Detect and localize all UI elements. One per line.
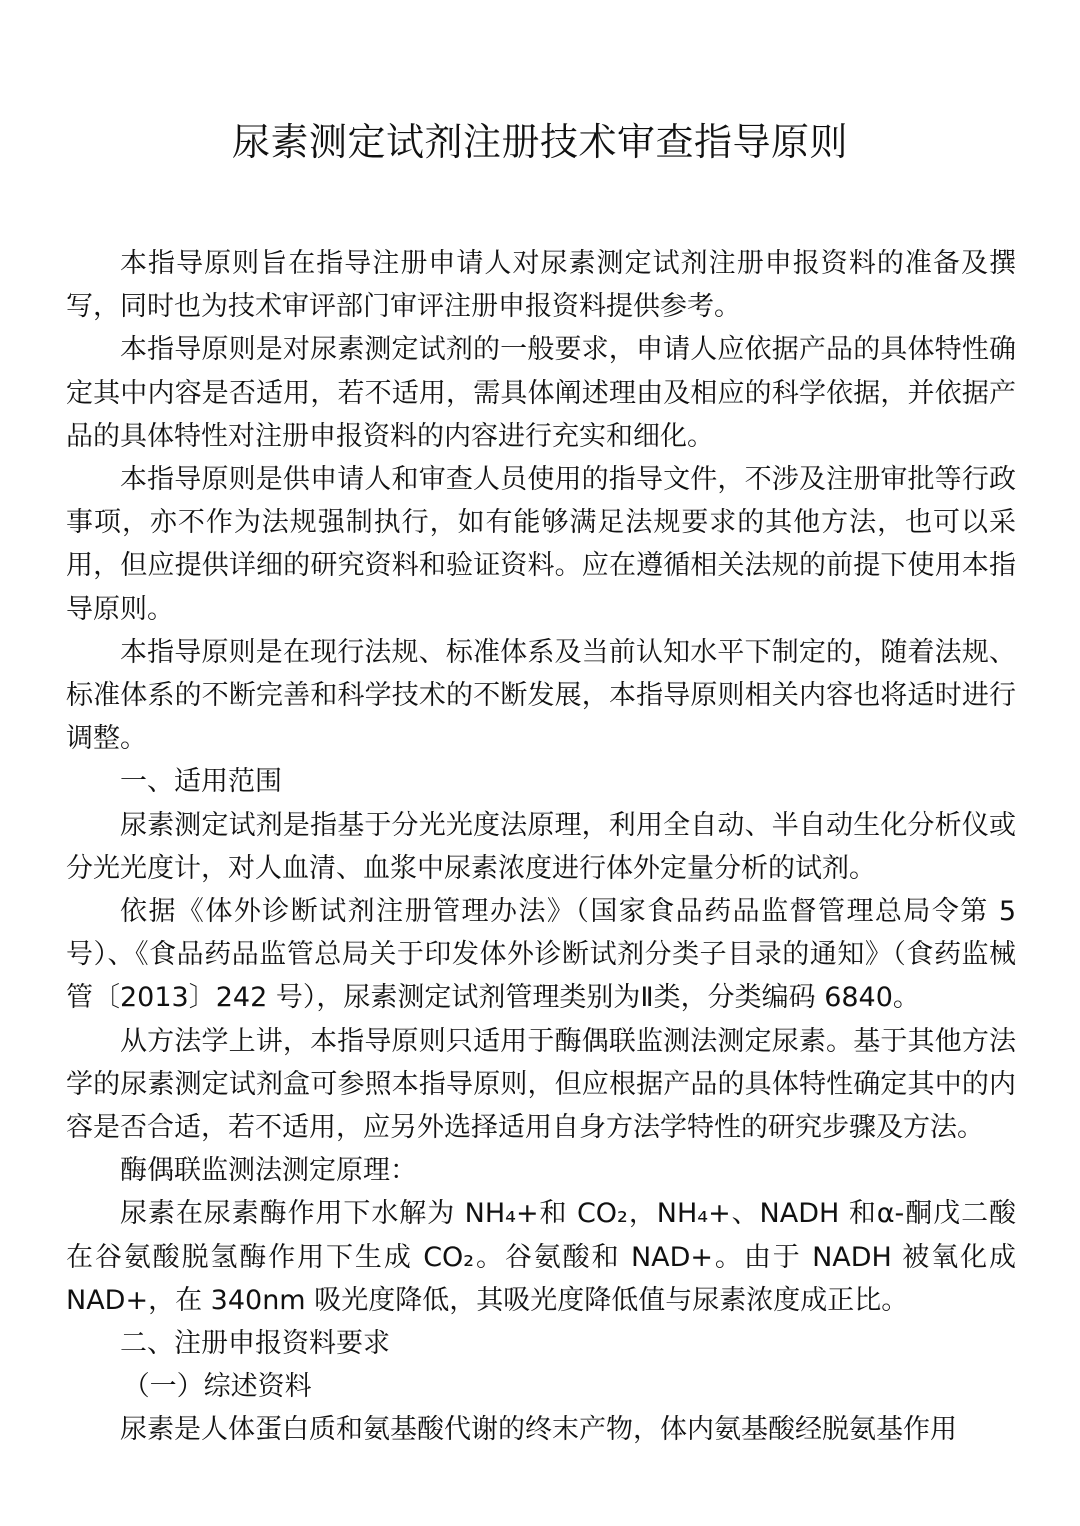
- paragraph-definition: 尿素测定试剂是指基于分光光度法原理，利用全自动、半自动生化分析仪或分光光度计，对人血清、血浆中尿素浓度进行体外定量分析的试剂。: [66, 809, 1016, 884]
- document-body: [66, 242, 1016, 1452]
- paragraph-general-requirements: 本指导原则是对尿素测定试剂的一般要求，申请人应依据产品的具体特性确定其中内容是否适用，若不适用，需具体阐述理由及相应的科学依据，并依据产品的具体特性对注册申报资料的内容进行充实和细化。: [66, 334, 1016, 452]
- paragraph-principle: 尿素在尿素酶作用下水解为 NH₄+和 CO₂，NH₄+、NADH 和α-酮戊二酸在谷氨酸脱氢酶作用下生成 CO₂。谷氨酸和 NAD+。由于 NADH 被氧化成 NAD+，在 340nm 吸光度降低，其吸光度降低值与尿素浓度成正比。: [66, 1198, 1016, 1316]
- paragraph-principle-label: 酶偶联监测法测定原理：: [120, 1155, 417, 1187]
- paragraph-regulation-basis: 依据《体外诊断试剂注册管理办法》（国家食品药品监督管理总局令第 5 号）、《食品药品监管总局关于印发体外诊断试剂分类子目录的通知》（食药监械管〔2013〕242 号），尿素测定试剂管理类别为Ⅱ类，分类编码 6840。: [66, 896, 1016, 1014]
- document-title: 尿素测定试剂注册技术审查指导原则: [231, 120, 848, 164]
- paragraph-purpose: 本指导原则旨在指导注册申请人对尿素测定试剂注册申报资料的准备及撰写，同时也为技术审评部门审评注册申报资料提供参考。: [66, 248, 1016, 323]
- section-heading-requirements: 二、注册申报资料要求: [120, 1328, 390, 1360]
- paragraph-usage-scope: 本指导原则是供申请人和审查人员使用的指导文件，不涉及注册审批等行政事项，亦不作为法规强制执行，如有能够满足法规要求的其他方法，也可以采用，但应提供详细的研究资料和验证资料。应在遵循相关法规的前提下使用本指导原则。: [66, 464, 1016, 625]
- subsection-heading-overview: （一）综述资料: [122, 1371, 312, 1403]
- paragraph-overview: 尿素是人体蛋白质和氨基酸代谢的终末产物，体内氨基酸经脱氨基作用: [120, 1414, 957, 1446]
- paragraph-methodology: 从方法学上讲，本指导原则只适用于酶偶联监测法测定尿素。基于其他方法学的尿素测定试剂盒可参照本指导原则，但应根据产品的具体特性确定其中的内容是否合适，若不适用，应另外选择适用自身方法学特性的研究步骤及方法。: [66, 1025, 1016, 1144]
- paragraph-adjustment: 本指导原则是在现行法规、标准体系及当前认知水平下制定的，随着法规、标准体系的不断完善和科学技术的不断发展，本指导原则相关内容也将适时进行调整。: [66, 636, 1016, 755]
- section-heading-scope: 一、适用范围: [120, 766, 282, 798]
